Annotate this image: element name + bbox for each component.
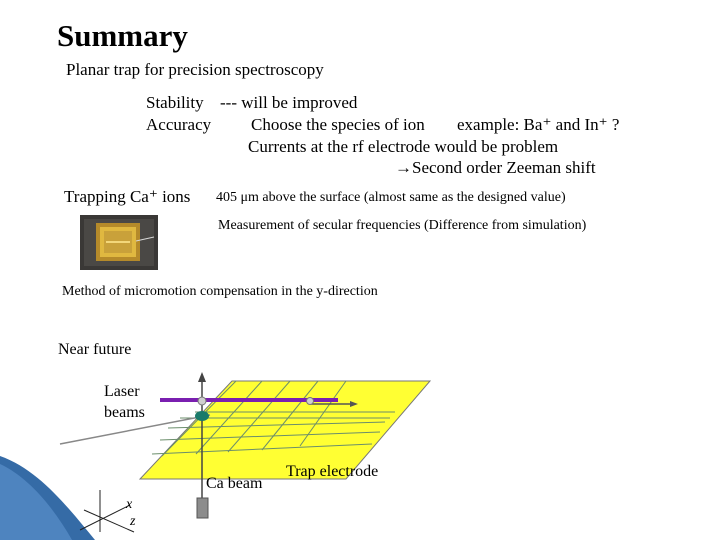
trap-electrode-label: Trap electrode [286, 463, 379, 480]
ion-marker [307, 398, 314, 405]
planar-trap-diagram [0, 360, 480, 540]
axis-z-label: z [130, 514, 136, 529]
micromotion-text: Method of micromotion compensation in the y-direction [62, 284, 378, 299]
near-future-heading: Near future [58, 341, 132, 358]
trap-plate [140, 381, 430, 479]
ion-marker [198, 397, 206, 405]
trap-chip-photo [80, 215, 158, 270]
trapping-label: Trapping Ca⁺ ions [64, 187, 191, 206]
trapping-height-result: 405 μm above the surface (almost same as the designed value) [216, 190, 566, 205]
accuracy-species: Choose the species of ion [251, 115, 425, 134]
stability-label: Stability [146, 93, 204, 112]
accuracy-example: example: Ba⁺ and In⁺ ? [457, 115, 620, 134]
accuracy-currents: Currents at the rf electrode would be problem [248, 137, 559, 156]
subtitle: Planar trap for precision spectroscopy [66, 60, 324, 79]
page-title: Summary [57, 18, 188, 53]
ion-cloud [195, 411, 209, 421]
accuracy-zeeman: →Second order Zeeman shift [395, 158, 596, 177]
ca-beam-label: Ca beam [206, 475, 263, 492]
stability-text: --- will be improved [220, 93, 358, 112]
accuracy-label: Accuracy [146, 115, 212, 134]
trapping-secular-result: Measurement of secular frequencies (Difference from simulation) [218, 218, 587, 233]
axis-x-label: x [126, 497, 133, 512]
laser-beams-label: Laser beams [104, 383, 145, 421]
ca-oven [197, 498, 208, 518]
